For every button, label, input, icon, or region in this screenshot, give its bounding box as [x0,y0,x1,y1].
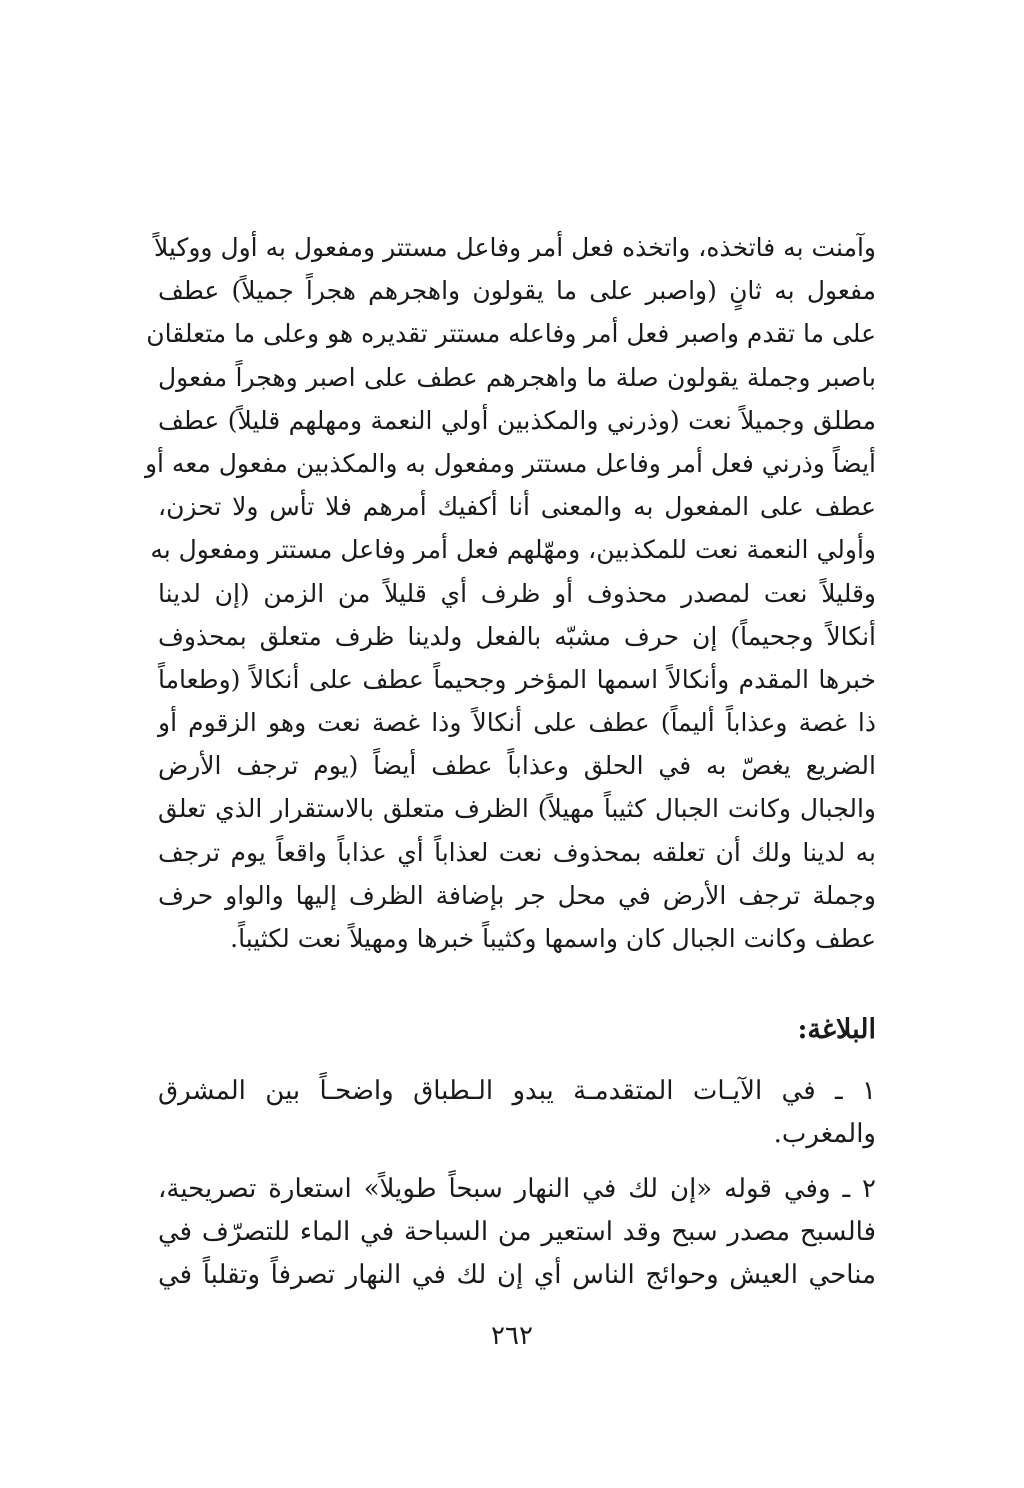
text-line: عطف على المفعول به والمعنى أنا أكفيك أمرهم فلا تأس ولا تحزن، [158,492,876,522]
text-line: عطف وكانت الجبال كان واسمها وكثيباً خبرها ومهيلاً نعت لكثيباً. [230,924,876,953]
text-line: باصبر وجملة يقولون صلة ما واهجرهم عطف على اصبر وهجراً مفعول [158,362,876,392]
text-line: به لدينا ولك أن تعلقه بمحذوف نعت لعذاباً أي عذاباً واقعاً يوم ترجف [158,837,876,867]
text-line: والجبال وكانت الجبال كثيباً مهيلاً) الظرف متعلق بالاستقرار الذي تعلق [158,794,876,824]
rhetoric-point-2 [158,1168,876,1297]
section-heading: البلاغة: [797,1014,876,1045]
text-line: ١ ـ في الآيـات المتقدمـة يبدو الـطباق واضحـاً بين المشرق [158,1076,876,1106]
text-line: الضريع يغصّ به في الحلق وعذاباً عطف أيضاً (يوم ترجف الأرض [158,751,876,781]
text-line: أيضاً وذرني فعل أمر وفاعل مستتر ومفعول به والمكذبين مفعول معه أو [144,448,876,478]
text-line: وأولي النعمة نعت للمكذبين، ومهّلهم فعل أمر وفاعل مستتر ومفعول به [150,535,876,565]
text-line: وقليلاً نعت لمصدر محذوف أو ظرف أي قليلاً من الزمن (إن لدينا [158,578,876,608]
text-line: وجملة ترجف الأرض في محل جر بإضافة الظرف إليها والواو حرف [158,880,876,910]
text-line: وآمنت به فاتخذه، واتخذه فعل أمر وفاعل مستتر ومفعول به أول ووكيلاً [153,233,876,262]
text-line: مطلق وجميلاً نعت (وذرني والمكذبين أولي النعمة ومهلهم قليلاً) عطف [158,405,876,435]
text-line: على ما تقدم واصبر فعل أمر وفاعله مستتر تقديره هو وعلى ما متعلقان [146,319,876,349]
text-line: أنكالاً وجحيماً) إن حرف مشبّه بالفعل ولدينا ظرف متعلق بمحذوف [158,621,876,651]
text-line: خبرها المقدم وأنكالاً اسمها المؤخر وجحيماً عطف على أنكالاً (وطعاماً [158,664,876,694]
grammar-analysis-paragraph [144,226,876,960]
text-line: ٢ ـ وفي قوله «إن لك في النهار سبحاً طويلاً» استعارة تصريحية، [158,1174,876,1204]
text-line: فالسبح مصدر سبح وقد استعير من السباحة في الماء للتصرّف في [158,1217,876,1247]
text-line: ذا غصة وعذاباً أليماً) عطف على أنكالاً وذا غصة نعت وهو الزقوم أو [158,708,876,738]
text-line: مناحي العيش وحوائج الناس أي إن لك في النهار تصرفاً وتقلباً في [158,1260,876,1290]
text-line: مفعول به ثانٍ (واصبر على ما يقولون واهجرهم هجراً جميلاً) عطف [158,276,876,306]
page-number: ٢٦٢ [491,1321,533,1351]
rhetoric-point-1 [158,1070,876,1156]
text-line: والمغرب. [773,1119,876,1149]
